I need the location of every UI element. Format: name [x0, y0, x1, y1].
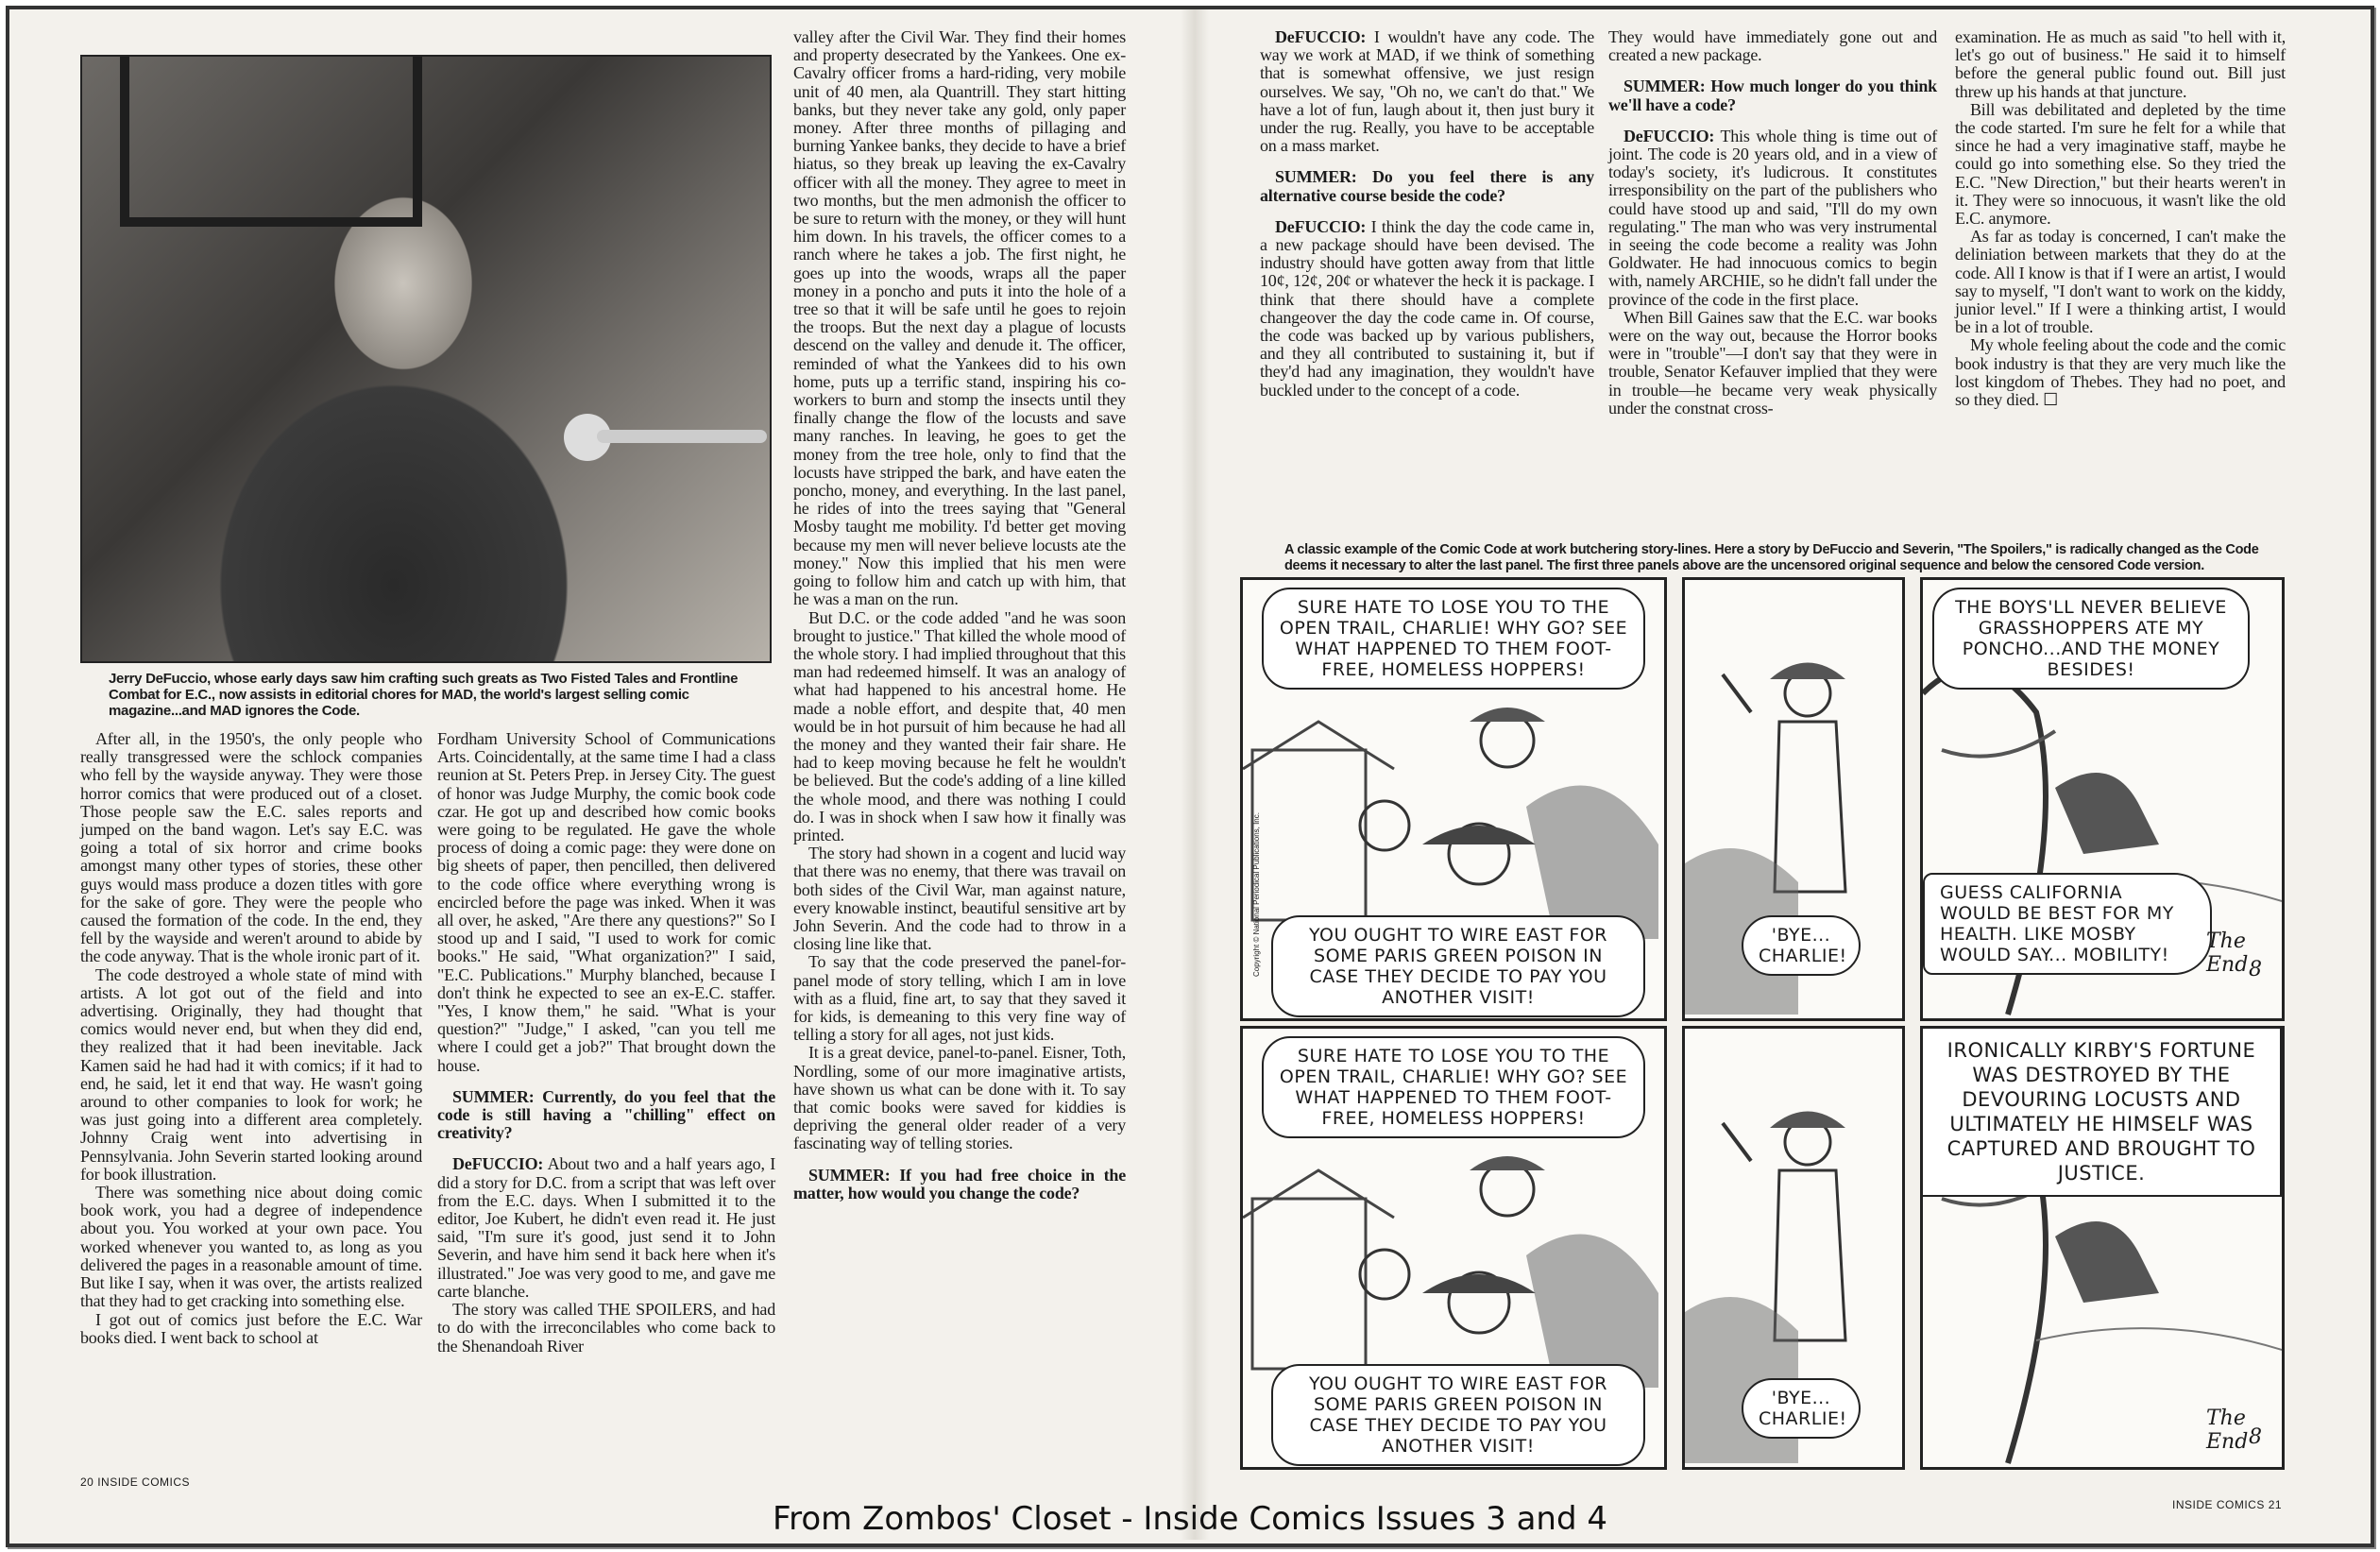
- source-credit: From Zombos' Closet - Inside Comics Issues 3 and 4: [773, 1500, 1607, 1538]
- paragraph: [437, 1301, 775, 1356]
- the-end-signature: The End: [2206, 1407, 2249, 1454]
- paragraph-text: I got out of comics just before the E.C. War books died. I went back to school at: [80, 1309, 422, 1347]
- interview-question: [1608, 77, 1937, 113]
- paragraph: [793, 609, 1126, 845]
- paragraph: [1955, 28, 2286, 101]
- comic-caption: A classic example of the Comic Code at work butchering story-lines. Here a story by DeFuccio and Severin, "The Spoilers," is radically changed as the Code deems it necessary to alter the last panel. The first three panels above are the uncensored original sequence and below the censored Code version.: [1284, 542, 2259, 573]
- paragraph: [1955, 228, 2286, 336]
- magazine-title: INSIDE COMICS: [2172, 1498, 2265, 1511]
- speech-balloon: SURE HATE TO LOSE YOU TO THE OPEN TRAIL, CHARLIE! WHY GO? SEE WHAT HAPPENED TO THEM FOOT-FREE, HOMELESS HOPPERS!: [1262, 588, 1645, 690]
- copyright-notice: Copyright © National Periodical Publications, Inc.: [1252, 812, 1261, 977]
- wall-picture-frame: [120, 57, 422, 227]
- paragraph-text: The story had shown in a cogent and lucid way that there was no enemy, that there was travail on both sides of the Civil War, man against nature, every knowable instinct, beautiful sensitive art by John Severin. And the code had to throw in a closing line like that.: [793, 844, 1126, 954]
- paragraph-text: valley after the Civil War. They find their homes and property desecrated by the Yankees. One ex-Cavalry officer froms a hard-riding, very mobile unit of 40 men, ala Quantrill. They start hitting banks, but they never take any gold, only paper money. After three months of pillaging and burning Yankee banks, they decide to have a brief hiatus, so they break up leaving the ex-Cavalry officer with all the money. They agree to meet in two months, but the men admonish the officer to be sure to return with the money, or they will hunt him down. In his travels, the officer comes to a ranch where he takes a job. The first night, he goes up into the woods, wraps all the paper money in a poncho and puts it into the hole of a tree so that it will be safe until he goes to rejoin the troops. But the next day a plague of locusts descend on the valley and denude it. The officer, reminded of what the Yankees did to his own home, puts up a terrific stand, inspiring his co-workers to burn and stomp the insects until they finally change the flow of the locusts and save many ranches. In leaving, he goes to get the money from the tree hole, only to find that the locusts have stripped the bark, and have eaten the poncho, money, and everything. In the last panel, he rides of into the trees saying that "General Mosby taught me mobility. I'd better get moving because my men will never believe locusts ate the money." Now this implied that his men were going to follow him and catch up with him, that he was a man on the run.: [793, 27, 1126, 609]
- paragraph-text: Fordham University School of Communications Arts. Coincidentally, at the same time I had a class reunion at St. Peters Prep. in Jersey City. The guest of honor was Judge Murphy, the comic book code czar. He got up and described how comic books were going to be regulated. He gave the whole process of doing a comic page: they were done on big sheets of paper, then pencilled, then delivered to the code office where everything wrong is encircled before the page was inked. When it was all over, he asked, "Are there any questions?" So I stood up and I said, "I used to work for comic books." He said, "What organization?" I said, "E.C. Publications." Murphy blanched, because I don't think he expected to see an ex-E.C. staffer. "Yes, I know them," he said. "What is your question?" "Judge," I asked, "can you tell me where I could get a job?" That brought down the house.: [437, 729, 775, 1075]
- speech-balloon: GUESS CALIFORNIA WOULD BE BEST FOR MY HEALTH. LIKE MOSBY WOULD SAY... MOBILITY!: [1923, 873, 2212, 975]
- paragraph: [80, 730, 422, 966]
- paragraph: [1608, 309, 1937, 418]
- paragraph: [437, 1155, 775, 1301]
- paragraph-text: The code destroyed a whole state of mind with artists. A lot got out of the field and into advertising. Originally, they had thought that comics would never end, but when they did end, they realized that it had been inevitable. Jack Kamen said he had had it with comics; if it had to end, he said, let it end that way. He wasn't going around to other companies to look for work; he was just going into a different area completely. Johnny Craig went into advertising in Pennsylvania. John Severin started looking around for book illustration.: [80, 964, 422, 1184]
- comic-page-number: 8: [2249, 958, 2262, 981]
- paragraph-text: SUMMER: How much longer do you think we'll have a code?: [1608, 77, 1937, 114]
- paragraph-text: SUMMER: Currently, do you feel that the code is still having a "chilling" effect on creativity?: [437, 1086, 775, 1143]
- comic-panel-2: [1682, 1026, 1905, 1470]
- speech-balloon: 'BYE... CHARLIE!: [1742, 915, 1861, 976]
- speech-balloon: YOU OUGHT TO WIRE EAST FOR SOME PARIS GREEN POISON IN CASE THEY DECIDE TO PAY YOU ANOTHER VISIT!: [1271, 915, 1645, 1017]
- paragraph-text: But D.C. or the code added "and he was soon brought to justice." That killed the whole mood of the whole story. I had implied throughout that this man had redeemed himself. It was an analogy of what had happened to his ancestral home. He made a noble effort, and despite that, 40 men would be in hot pursuit of him because he had all the money and they wanted their fair share. He had to keep moving because he felt he wouldn't be believed. But the code's adding of a line killed the whole mood, and there was nothing I could do. I was in shock when I saw how it finally was printed.: [793, 607, 1126, 844]
- comic-panel-1: [1240, 1026, 1667, 1470]
- left-column-2: [437, 730, 775, 1356]
- comic-panel-1: [1240, 577, 1667, 1021]
- paragraph: [793, 28, 1126, 609]
- paragraph-text: As far as today is concerned, I can't make the deliniation between markets that they do at the code. All I know is that if I were an artist, I would say to myself, "I don't want to work on the kiddy, junior level." If I were a thinking artist, I would be in a lot of trouble.: [1955, 227, 2286, 337]
- paragraph-text: About two and a half years ago, I did a story for D.C. from a script that was left over from the E.C. days. When I submitted it to the editor, Joe Kubert, he didn't even read it. He just said, "I'm sure it's good, just send it to John Severin, and have him send it back here when it's illustrated." Joe was very good to me, and gave me carte blanche.: [437, 1154, 775, 1301]
- paragraph: [793, 844, 1126, 953]
- paragraph-text: I think the day the code came in, a new package should have been devised. The industry should have gotten away from that little 10¢, 12¢, 20¢ or whatever the heck it is package. I think that there should have a complete changeover the day the code came in. Of course, the code was backed up by various publishers, and they all contributed to sustaining it, but if they'd had any imagination, they wouldn't have buckled under to the concept of a code.: [1260, 216, 1594, 400]
- comic-panel-2: [1682, 577, 1905, 1021]
- paragraph-text: SUMMER: If you had free choice in the matter, how would you change the code?: [793, 1165, 1126, 1202]
- paragraph-text: My whole feeling about the code and the comic book industry is that they are very much like the lost kingdom of Thebes. They had no poet, and so they died. ☐: [1955, 335, 2286, 410]
- speech-balloon: 'BYE... CHARLIE!: [1742, 1378, 1861, 1439]
- photo-caption: Jerry DeFuccio, whose early days saw him crafting such greats as Two Fisted Tales and Frontline Combat for E.C., now assists in editorial chores for MAD, the world's largest selling comic magazine...and MAD ignores the Code.: [109, 671, 739, 719]
- paragraph-text: SUMMER: Do you feel there is any alternative course beside the code?: [1260, 167, 1594, 205]
- paragraph: [1955, 336, 2286, 409]
- paragraph-text: There was something nice about doing comic book work, you had a degree of independence about you. You worked at your own pace. You worked whenever you wanted to, as long as you delivered the pages in a reasonable amount of time. But like I say, when it was over, the artists realized that they had to get cracking into something else.: [80, 1183, 422, 1311]
- paragraph-text: The story was called THE SPOILERS, and had to do with the irreconcilables who come back to the Shenandoah River: [437, 1300, 775, 1356]
- right-column-1: [1260, 28, 1594, 400]
- spine-gutter: [1181, 9, 1209, 1540]
- interview-question: [793, 1167, 1126, 1202]
- paragraph: [1608, 28, 1937, 64]
- speech-balloon: SURE HATE TO LOSE YOU TO THE OPEN TRAIL, CHARLIE! WHY GO? SEE WHAT HAPPENED TO THEM FOOT-FREE, HOMELESS HOPPERS!: [1262, 1036, 1645, 1138]
- paragraph: [80, 1311, 422, 1347]
- paragraph-text: I wouldn't have any code. The way we work at MAD, if we think of something that is somewhat offensive, we just resign ourselves. We say, "Oh no, we can't do that." We have a lot of fun, laugh about it, then just bury it under the rug. Really, you have to be acceptable on a mass market.: [1260, 27, 1594, 156]
- paragraph: [80, 1184, 422, 1310]
- magazine-title: INSIDE COMICS: [97, 1475, 191, 1489]
- right-column-3: [1955, 28, 2286, 409]
- narration-box: IRONICALLY KIRBY'S FORTUNE WAS DESTROYED BY THE DEVOURING LOCUSTS AND ULTIMATELY HE HIMSELF WAS CAPTURED AND BROUGHT TO JUSTICE.: [1923, 1029, 2282, 1197]
- the-end-signature: The End: [2206, 929, 2249, 977]
- paragraph-text: When Bill Gaines saw that the E.C. war books were on the way out, because the Horror books were in "trouble"—I don't say that they were in trouble, Senator Kefauver implied that they were in trouble—he became very weak physically under the constnat cross-: [1608, 307, 1937, 418]
- paragraph: [437, 730, 775, 1075]
- speaker-name: DeFUCCIO:: [1275, 27, 1367, 46]
- speech-balloon: YOU OUGHT TO WIRE EAST FOR SOME PARIS GREEN POISON IN CASE THEY DECIDE TO PAY YOU ANOTHER VISIT!: [1271, 1364, 1645, 1466]
- paragraph: [1260, 218, 1594, 400]
- paragraph: [1955, 101, 2286, 228]
- paragraph-text: Bill was debilitated and depleted by the time the code started. I'm sure he felt for a while that since he had a very imaginative staff, maybe he could go into something else. So they tried the E.C. "New Direction," but their hearts weren't in it. They were so innocuous, it wasn't like the old E.C. anymore.: [1955, 99, 2286, 229]
- interview-question: [1260, 168, 1594, 204]
- speaker-name: DeFUCCIO:: [452, 1154, 544, 1174]
- speaker-name: DeFUCCIO:: [1624, 126, 1715, 145]
- right-column-2: [1608, 28, 1937, 418]
- paragraph-text: After all, in the 1950's, the only people who really transgressed were the schlock companies who fell by the wayside anyway. They were those horror comics that were produced out of a closet. Those people saw the E.C. sales reports and jumped on the band wagon. Let's say E.C. was going a total of six horror and crime books amongst many other types of stories, these other guys would mass produce a dozen titles with gore for the sake of gore. They were the people who caused the formation of the code. In the end, they fell by the wayside and weren't around to abide by the code anyway. That is the whole ironic part of it.: [80, 729, 422, 966]
- comic-page-number: 8: [2249, 1425, 2262, 1449]
- paragraph-text: They would have immediately gone out and created a new package.: [1608, 27, 1937, 65]
- left-folio: [80, 1475, 190, 1489]
- paragraph: [80, 966, 422, 1184]
- paragraph: [793, 1044, 1126, 1152]
- paragraph: [1260, 28, 1594, 155]
- speaker-name: DeFUCCIO:: [1275, 216, 1367, 236]
- paragraph-text: examination. He as much as said "to hell with it, let's go out of business." He said it to himself before the general public found out. Bill just threw up his hands at that juncture.: [1955, 27, 2286, 101]
- comic-panel-3: [1920, 1026, 2285, 1470]
- microphone-stand: [597, 430, 767, 443]
- paragraph: [793, 953, 1126, 1044]
- left-column-3: [793, 28, 1126, 1216]
- paragraph-text: To say that the code preserved the panel-for-panel mode of story telling, which I am in love with as a fluid, fine art, to say that they saved it for kids, is demeaning to this very fine way of telling a story for all ages, not just kids.: [793, 952, 1126, 1045]
- paragraph-text: It is a great device, panel-to-panel. Eisner, Toth, Nordling, some of our more imaginative artists, have shown us what can be done with it. To say that comic books were saved for kiddies is depriving the general older reader of a very fascinating way of telling stories.: [793, 1043, 1126, 1153]
- page-number: 20: [80, 1475, 94, 1489]
- paragraph: [1608, 128, 1937, 309]
- speech-balloon: THE BOYS'LL NEVER BELIEVE GRASSHOPPERS ATE MY PONCHO...AND THE MONEY BESIDES!: [1932, 588, 2250, 690]
- comic-panel-3: [1920, 577, 2285, 1021]
- photo-jerry-defuccio: [80, 55, 772, 663]
- paragraph-text: This whole thing is time out of joint. The code is 20 years old, and in a view of today's society, it's ludicrous. It constitutes irresponsibility on the part of the publishers who could have stood up and said, "I'll do my own regulating." The man who was very instrumental in seeing the code become a reality was John Goldwater. He had innocuous comics to begin with, namely ARCHIE, so he didn't fall under the province of the code in the first place.: [1608, 126, 1937, 309]
- left-column-1: [80, 730, 422, 1347]
- page-number: 21: [2268, 1498, 2283, 1511]
- interview-question: [437, 1088, 775, 1143]
